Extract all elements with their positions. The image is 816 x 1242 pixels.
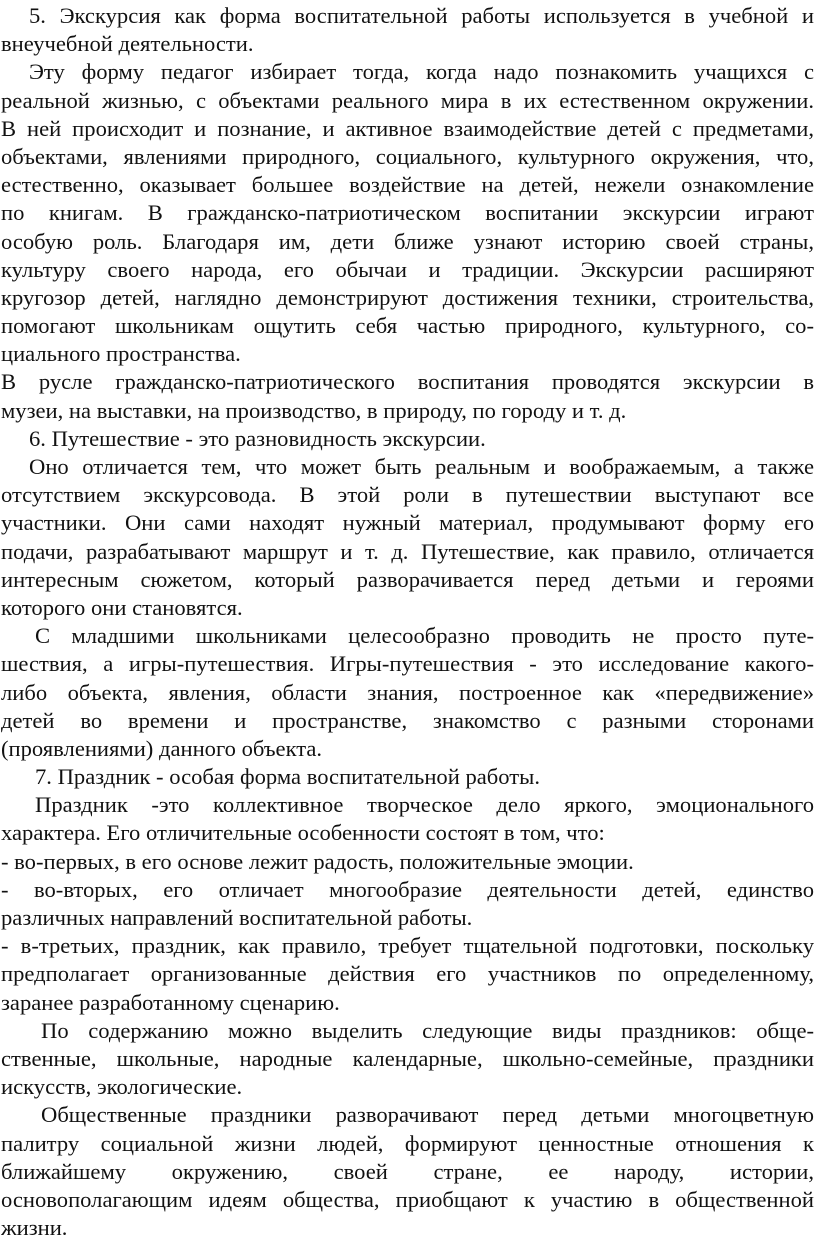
text-line: - во-вторых, его отличает многообразие деятельности детей, единство: [1, 876, 814, 902]
text-line: 7. Праздник - особая форма воспитательной работы.: [35, 764, 540, 790]
text-line: характера. Его отличительные особенности состоят в том, что:: [1, 820, 605, 846]
text-line: естественно, оказывает большее воздействие на детей, нежели ознакомление: [1, 172, 814, 198]
text-line: 5. Экскурсия как форма воспитательной работы используется в учебной и: [29, 3, 814, 28]
text-line: - во-первых, в его основе лежит радость, положительные эмоции.: [1, 848, 634, 874]
text-line: ближайшему окружению, своей стране, ее народу, истории,: [1, 1158, 814, 1184]
text-line: В русле гражданско-патриотического воспитания проводятся экскурсии в: [1, 369, 814, 395]
text-line: детей во времени и пространстве, знакомство с разными сторонами: [1, 707, 814, 733]
text-line: ственные, школьные, народные календарные, школьно-семейные, праздники: [1, 1045, 814, 1071]
text-line: отсутствием экскурсовода. В этой роли в путешествии выступают все: [1, 482, 814, 508]
text-line: объектами, явлениями природного, социального, культурного окружения, что,: [1, 143, 814, 169]
text-line: реальной жизнью, с объектами реального мира в их естественном окружении.: [1, 87, 814, 113]
text-line: предполагает организованные действия его участников по определенному,: [1, 961, 814, 987]
text-line: (проявлениями) данного объекта.: [1, 735, 323, 761]
text-line: особую роль. Благодаря им, дети ближе узнают историю своей страны,: [1, 228, 814, 254]
text-line: 6. Путешествие - это разновидность экскурсии.: [29, 425, 486, 451]
text-line: Праздник -это коллективное творческое дело яркого, эмоционального: [35, 792, 814, 818]
text-line: либо объекта, явления, области знания, построенное как «передвижение»: [1, 679, 814, 705]
text-line: участники. Они сами находят нужный материал, продумывают форму его: [1, 510, 814, 536]
text-line: подачи, разрабатывают маршрут и т. д. Путешествие, как правило, отличается: [1, 538, 814, 564]
text-line: Эту форму педагог избирает тогда, когда надо познакомить учащихся с: [29, 59, 814, 85]
text-line: которого они становятся.: [1, 594, 243, 620]
text-line: различных направлений воспитательной работы.: [1, 905, 473, 930]
text-line: циального пространства.: [1, 341, 241, 367]
text-line: Оно отличается тем, что может быть реальным и воображаемым, а также: [29, 454, 814, 479]
text-line: музеи, на выставки, на производство, в природу, по городу и т. д.: [1, 397, 627, 423]
text-line: шествия, а игры-путешествия. Игры-путешествия - это исследование какого-: [1, 651, 814, 677]
text-line: - в-третьих, праздник, как правило, требует тщательной подготовки, поскольку: [1, 933, 814, 959]
text-line: помогают школьникам ощутить себя частью природного, культурного, со-: [1, 313, 814, 339]
text-line: основополагающим идеям общества, приобщают к участию в общественной: [1, 1186, 814, 1212]
text-line: Общественные праздники разворачивают перед детьми многоцветную: [41, 1102, 814, 1128]
text-line: С младшими школьниками целесообразно проводить не просто путе-: [35, 623, 814, 649]
text-line: В ней происходит и познание, и активное взаимодействие детей с предметами,: [1, 115, 814, 141]
text-line: По содержанию можно выделить следующие виды праздников: обще-: [41, 1017, 814, 1043]
text-line: заранее разработанному сценарию.: [1, 989, 340, 1015]
text-line: искусств, экологические.: [1, 1074, 243, 1100]
text-line: кругозор детей, наглядно демонстрируют достижения техники, строительства,: [1, 284, 814, 310]
text-line: палитру социальной жизни людей, формируют ценностные отношения к: [1, 1130, 814, 1156]
text-line: жизни.: [1, 1215, 68, 1241]
text-line: внеучебной деятельности.: [1, 31, 254, 57]
text-line: интересным сюжетом, который разворачивается перед детьми и героями: [1, 566, 814, 592]
text-line: по книгам. В гражданско-патриотическом воспитании экскурсии играют: [1, 200, 814, 226]
text-line: культуру своего народа, его обычаи и традиции. Экскурсии расширяют: [1, 256, 814, 282]
